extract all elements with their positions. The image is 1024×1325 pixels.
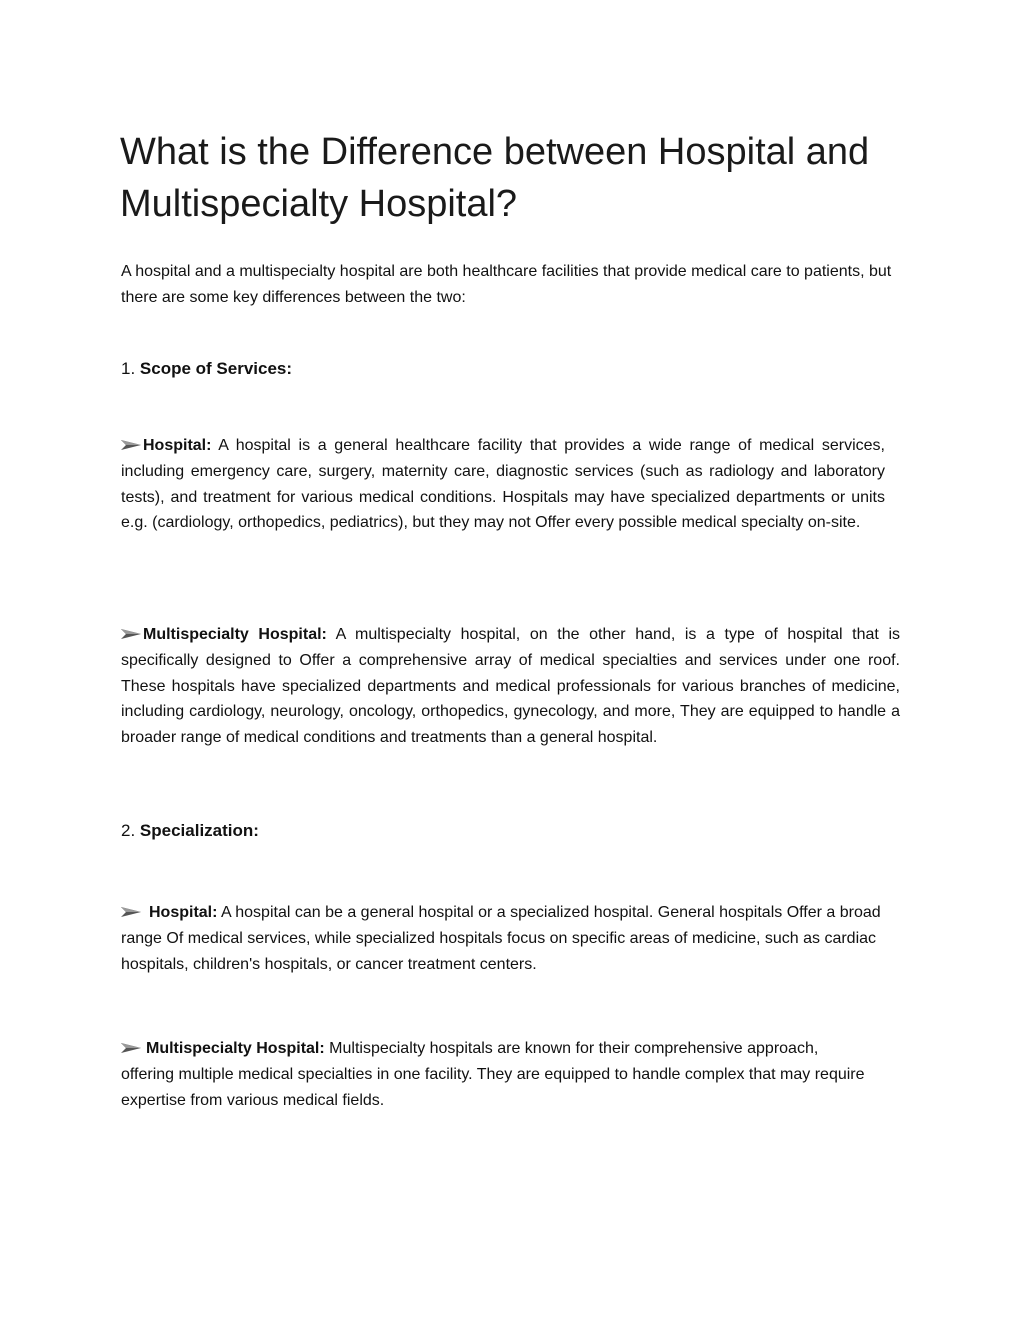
bullet-item-hospital-specialization xyxy=(121,900,881,977)
bullet-lead: Multispecialty Hospital: xyxy=(143,626,327,643)
bullet-text: A hospital is a general healthcare facility that provides a wide range of medical services, including emergency care, surgery, maternity care, diagnostic services (such as radiology and laboratory tests), and treatment for various medical conditions. Hospitals may have specialized departments or units e.g. (cardiology, orthopedics, pediatrics), but they may not Offer every possible medical specialty on-site. xyxy=(121,437,886,532)
bullet-item-multispecialty-scope xyxy=(121,622,900,751)
bullet-text: Multispecialty hospitals are known for their comprehensive approach, offering multiple medical specialties in one facility. They are equipped to handle complex that may require expertise from various medical fields. xyxy=(121,1040,865,1109)
bullet-item-multispecialty-specialization xyxy=(121,1036,871,1113)
arrow-bullet-icon xyxy=(121,1042,141,1054)
section-heading-specialization xyxy=(121,818,259,844)
bullet-lead: Hospital: xyxy=(143,437,212,454)
arrow-bullet-icon xyxy=(121,628,141,640)
intro-paragraph: A hospital and a multispecialty hospital are both healthcare facilities that provide medical care to patients, but there are some key differences between the two: xyxy=(121,263,892,306)
bullet-lead: Multispecialty Hospital: xyxy=(146,1040,325,1057)
bullet-item-hospital-scope xyxy=(121,433,885,536)
section-number: 1. xyxy=(121,359,136,378)
section-title: Specialization: xyxy=(139,821,259,840)
bullet-text: A hospital can be a general hospital or a specialized hospital. General hospitals Offer a broad range Of medical services, while specialized hospitals focus on specific areas of medicine, such as cardiac hospitals, children's hospitals, or cancer treatment centers. xyxy=(121,904,881,973)
document-title: What is the Difference between Hospital and Multispecialty Hospital? xyxy=(120,131,870,225)
section-title: Scope of Services: xyxy=(139,359,293,378)
section-heading-scope xyxy=(121,356,292,382)
bullet-text: A multispecialty hospital, on the other hand, is a type of hospital that is specifically designed to Offer a comprehensive array of medical specialties and services under one roof. These hospitals have specialized departments and medical professionals for various branches of medicine, including cardiology, neurology, oncology, orthopedics, gynecology, and more, They are equipped to handle a broader range of medical conditions and treatments than a general hospital. xyxy=(121,626,900,747)
arrow-bullet-icon xyxy=(121,439,141,451)
section-number: 2. xyxy=(121,821,136,840)
bullet-lead: Hospital: xyxy=(149,904,218,921)
arrow-bullet-icon xyxy=(121,906,141,918)
